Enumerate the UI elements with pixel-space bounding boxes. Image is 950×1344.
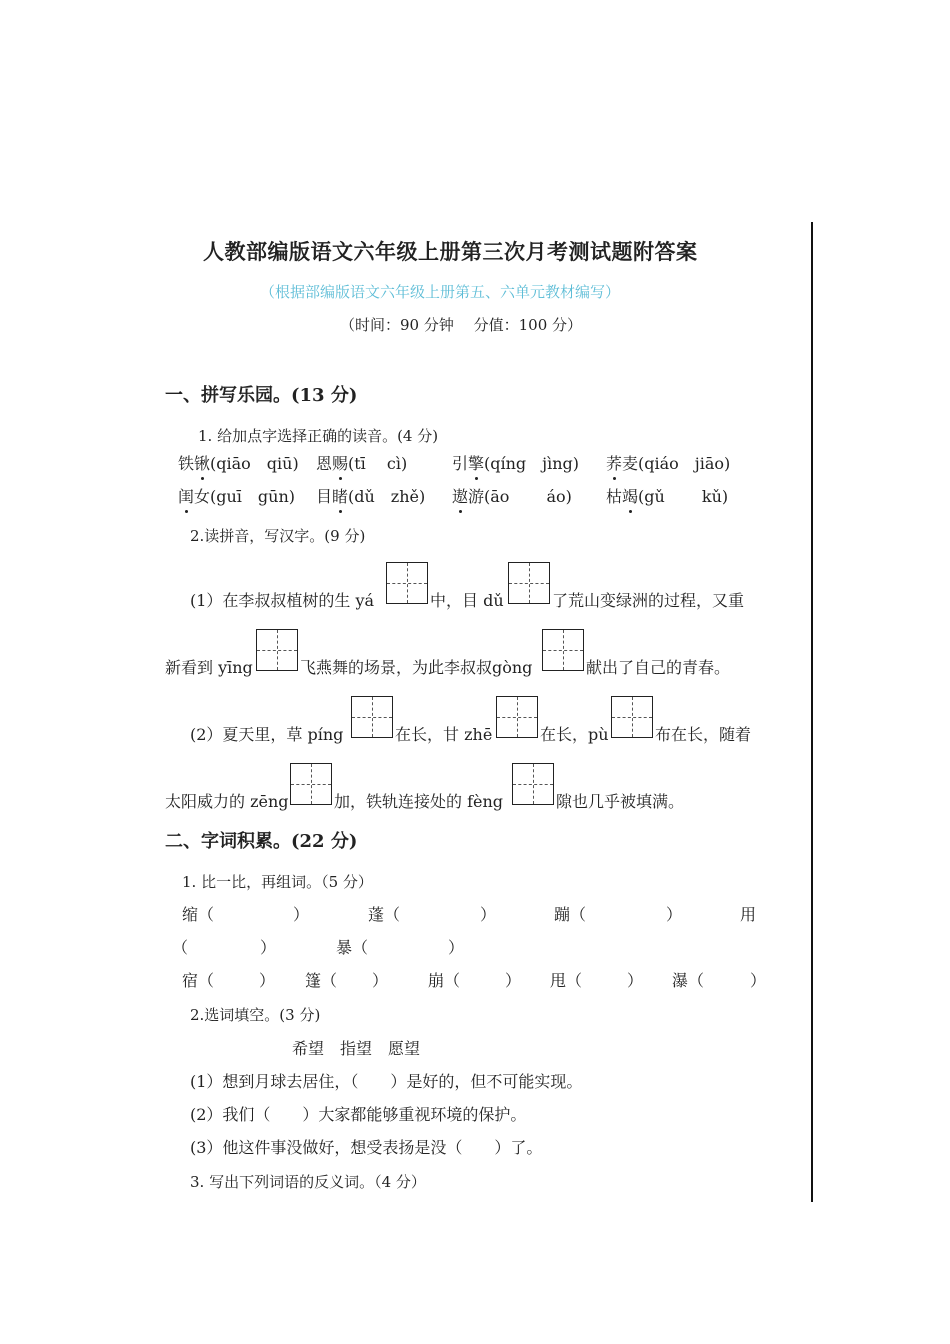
q2-3-prompt: 3. 写出下列词语的反义词。（4 分）: [190, 1173, 426, 1191]
pinyin-choice-6: 目睹(dǔ zhě): [316, 487, 426, 506]
emphasis-dot: [475, 477, 478, 480]
emphasis-dot: [629, 510, 632, 513]
q2-1-prompt: 1. 比一比，再组词。（5 分）: [182, 873, 373, 891]
q1-2-line3-d: 布在长，随着: [655, 725, 752, 744]
compare-char: 甩（: [550, 971, 583, 990]
compare-blank-end: ）: [666, 905, 683, 924]
q2-2-prompt: 2.选词填空。(3 分): [190, 1006, 321, 1024]
q1-2-line2-c: 献出了自己的青春。: [586, 658, 731, 677]
compare-char: 蓬（: [368, 905, 401, 924]
emphasis-dot: [201, 477, 204, 480]
compare-char: 篷（: [305, 971, 338, 990]
pinyin-choice-8: 枯竭(gǔ kǔ): [606, 487, 729, 506]
compare-blank-end: ）: [372, 971, 389, 990]
q1-2-line3-c: 在长，pù: [540, 725, 609, 744]
emphasis-dot: [185, 510, 188, 513]
compare-blank-end: ）: [293, 905, 310, 924]
emphasis-dot: [613, 477, 616, 480]
emphasis-dot: [339, 510, 342, 513]
pinyin-choice-3: 引擎(qíng jìng): [452, 454, 580, 473]
page-border-line: [811, 222, 813, 1202]
word-choices: 希望 指望 愿望: [292, 1039, 421, 1058]
hanzi-answer-box[interactable]: [386, 562, 428, 604]
section-1-heading: 一、拼写乐园。(13 分): [165, 385, 358, 406]
exam-info: （时间：90 分钟 分值：100 分）: [340, 316, 583, 334]
fill-sentence-1: (1）想到月球去居住，（ ）是好的，但不可能实现。: [190, 1072, 583, 1091]
q1-2-line1-c: 了荒山变绿洲的过程，又重: [552, 591, 745, 610]
compare-blank-end: ）: [260, 938, 277, 957]
compare-char: 瀑（: [672, 971, 705, 990]
pinyin-choice-2: 恩赐(tī cì): [316, 454, 408, 473]
q1-2-line4-b: 加，铁轨连接处的 fèng: [334, 792, 504, 811]
q1-2-line4-c: 隙也几乎被填满。: [556, 792, 685, 811]
compare-char: 蹦（: [554, 905, 587, 924]
emphasis-dot: [459, 510, 462, 513]
compare-char: 暴（: [336, 938, 369, 957]
hanzi-answer-box[interactable]: [256, 629, 298, 671]
compare-blank-end: ）: [448, 938, 465, 957]
compare-blank-end: ）: [259, 971, 276, 990]
q1-2-line4-a: 太阳威力的 zēng: [165, 792, 289, 811]
hanzi-answer-box[interactable]: [351, 696, 393, 738]
compare-blank-end: ）: [627, 971, 644, 990]
fill-sentence-3: (3）他这件事没做好，想受表扬是没（ ）了。: [190, 1138, 543, 1157]
q1-2-line2-a: 新看到 yīng: [165, 658, 253, 677]
hanzi-answer-box[interactable]: [496, 696, 538, 738]
pinyin-choice-5: 闺女(guī gūn): [178, 487, 296, 506]
q1-2-line3-a: (2）夏天里，草 píng: [190, 725, 344, 744]
compare-blank-end: ）: [505, 971, 522, 990]
pinyin-choice-7: 遨游(āo áo): [452, 487, 572, 506]
hanzi-answer-box[interactable]: [508, 562, 550, 604]
compare-blank-start: （: [172, 938, 189, 957]
q1-2-prompt: 2.读拼音，写汉字。(9 分): [190, 527, 366, 545]
q1-2-line3-b: 在长，甘 zhē: [395, 725, 493, 744]
page-subtitle: （根据部编版语文六年级上册第五、六单元教材编写）: [260, 283, 621, 301]
hanzi-answer-box[interactable]: [611, 696, 653, 738]
section-2-heading: 二、字词积累。(22 分): [165, 831, 358, 852]
page-title: 人教部编版语文六年级上册第三次月考测试题附答案: [203, 239, 698, 264]
q1-2-line2-b: 飞燕舞的场景，为此李叔叔gòng: [300, 658, 533, 677]
emphasis-dot: [339, 477, 342, 480]
q1-2-line1-b: 中，目 dǔ: [430, 591, 504, 610]
compare-char: 缩（: [182, 905, 215, 924]
q1-2-line1-a: (1）在李叔叔植树的生 yá: [190, 591, 375, 610]
compare-char: 用: [740, 905, 757, 924]
pinyin-choice-1: 铁锹(qiāo qiū): [178, 454, 299, 473]
fill-sentence-2: (2）我们（ ）大家都能够重视环境的保护。: [190, 1105, 527, 1124]
compare-blank-end: ）: [750, 971, 767, 990]
q1-1-prompt: 1. 给加点字选择正确的读音。(4 分): [198, 427, 439, 445]
hanzi-answer-box[interactable]: [290, 763, 332, 805]
compare-blank-end: ）: [480, 905, 497, 924]
hanzi-answer-box[interactable]: [542, 629, 584, 671]
hanzi-answer-box[interactable]: [512, 763, 554, 805]
compare-char: 宿（: [182, 971, 215, 990]
pinyin-choice-4: 荞麦(qiáo jiāo): [606, 454, 731, 473]
compare-char: 崩（: [428, 971, 461, 990]
